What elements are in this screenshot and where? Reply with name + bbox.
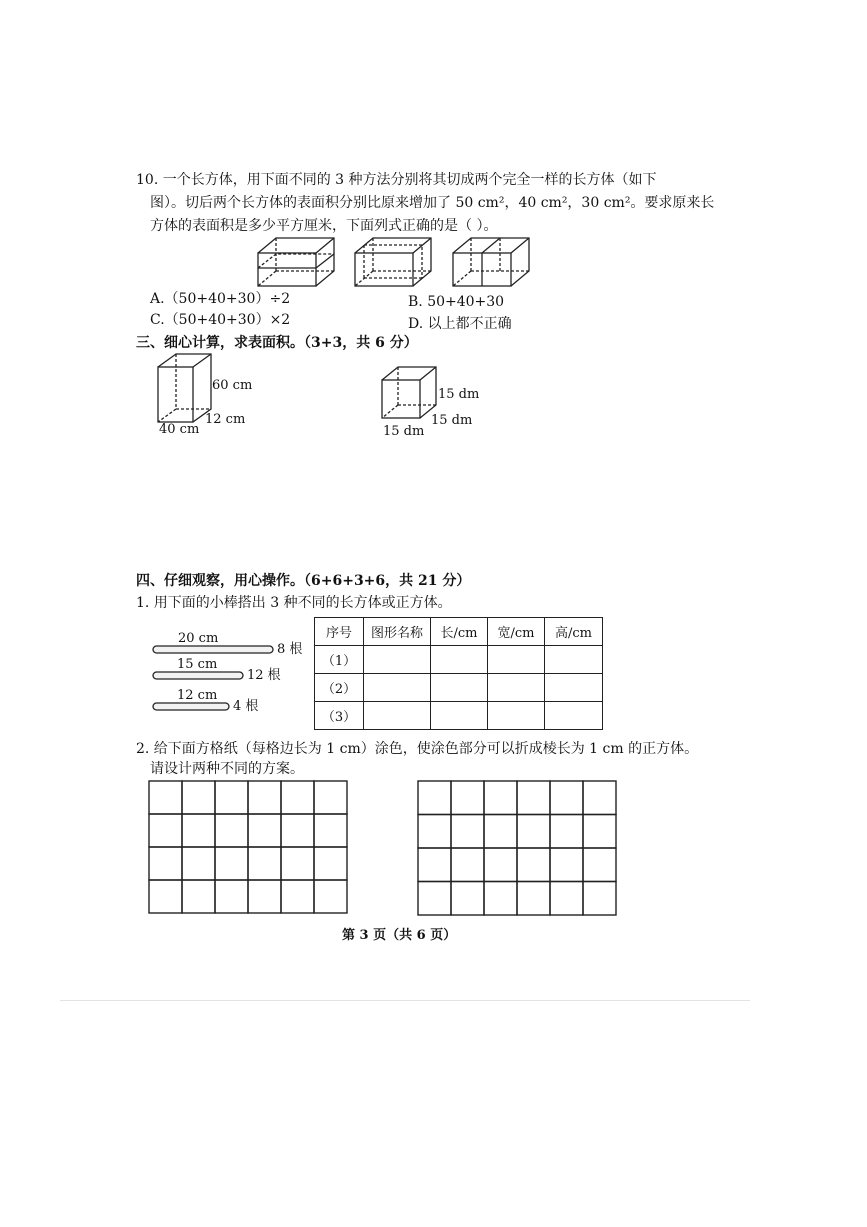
section4-q2-line2: 请设计两种不同的方案。 xyxy=(150,761,304,777)
grid-cell[interactable] xyxy=(517,882,550,916)
grid-cell[interactable] xyxy=(484,815,517,849)
grid-cell[interactable] xyxy=(517,781,550,815)
box1-length-label: 40 cm xyxy=(159,422,200,437)
page-divider xyxy=(60,1000,750,1001)
grid-cell[interactable] xyxy=(248,880,281,913)
grid-cell[interactable] xyxy=(418,848,451,882)
grid-cell[interactable] xyxy=(281,880,314,913)
grid-cell[interactable] xyxy=(248,781,281,814)
header-index: 序号 xyxy=(315,618,364,646)
grid-cell[interactable] xyxy=(583,815,616,849)
grid-cell[interactable] xyxy=(149,880,182,913)
grid-cell[interactable] xyxy=(215,814,248,847)
grid-cell[interactable] xyxy=(517,848,550,882)
grid-cell[interactable] xyxy=(451,781,484,815)
header-width: 宽/cm xyxy=(488,618,545,646)
grid-paper-left xyxy=(149,781,347,913)
grid-cell[interactable] xyxy=(484,848,517,882)
grid-cell[interactable] xyxy=(215,880,248,913)
header-shape-name: 图形名称 xyxy=(364,618,431,646)
stick-2-count: 12 根 xyxy=(247,668,281,683)
stick-1-count: 8 根 xyxy=(277,642,303,657)
grid-cell[interactable] xyxy=(149,814,182,847)
grid-cell[interactable] xyxy=(550,781,583,815)
grid-cell[interactable] xyxy=(248,814,281,847)
grid-cell[interactable] xyxy=(281,781,314,814)
grid-cell[interactable] xyxy=(215,847,248,880)
q10-line2: 图）。切后两个长方体的表面积分别比原来增加了 50 cm²，40 cm²，30 cm²。要求原来长 xyxy=(150,195,715,211)
row-index: （1） xyxy=(315,646,364,674)
grid-cell[interactable] xyxy=(583,882,616,916)
box2-length-label: 15 dm xyxy=(383,424,425,439)
grid-cell[interactable] xyxy=(484,882,517,916)
grid-cell[interactable] xyxy=(182,781,215,814)
q10-line1: 10. 一个长方体，用下面不同的 3 种方法分别将其切成两个完全一样的长方体（如下 xyxy=(136,172,657,188)
q10-option-d: D. 以上都不正确 xyxy=(408,316,512,332)
grid-cell[interactable] xyxy=(451,882,484,916)
header-height: 高/cm xyxy=(545,618,603,646)
grid-cell[interactable] xyxy=(583,781,616,815)
section4-q2-line1: 2. 给下面方格纸（每格边长为 1 cm）涂色，使涂色部分可以折成棱长为 1 cm 的正方体。 xyxy=(136,741,699,757)
grid-cell[interactable] xyxy=(314,814,347,847)
grid-cell[interactable] xyxy=(314,847,347,880)
stick-1-length: 20 cm xyxy=(178,631,219,646)
grid-cell[interactable] xyxy=(550,882,583,916)
grid-cell[interactable] xyxy=(149,781,182,814)
grid-cell[interactable] xyxy=(484,781,517,815)
grid-cell[interactable] xyxy=(418,815,451,849)
grid-cell[interactable] xyxy=(451,815,484,849)
grid-cell[interactable] xyxy=(451,848,484,882)
grid-cell[interactable] xyxy=(314,880,347,913)
page-number: 第 3 页（共 6 页） xyxy=(342,928,457,943)
stick-3-length: 12 cm xyxy=(177,688,218,703)
grid-cell[interactable] xyxy=(182,814,215,847)
grid-cell[interactable] xyxy=(418,781,451,815)
box1-height-label: 60 cm xyxy=(212,378,253,393)
section4-q1-text: 1. 用下面的小棒搭出 3 种不同的长方体或正方体。 xyxy=(136,595,452,611)
grid-cell[interactable] xyxy=(418,882,451,916)
grid-cell[interactable] xyxy=(281,847,314,880)
row-index: （2） xyxy=(315,674,364,702)
grid-paper-right xyxy=(418,781,616,915)
grid-cell[interactable] xyxy=(517,815,550,849)
header-length: 长/cm xyxy=(431,618,488,646)
grid-cell[interactable] xyxy=(182,847,215,880)
box2-height-label: 15 dm xyxy=(438,387,480,402)
q10-option-a: A.（50+40+30）÷2 xyxy=(150,291,291,307)
stick-3-count: 4 根 xyxy=(233,699,259,714)
grid-cell[interactable] xyxy=(281,814,314,847)
grid-cell[interactable] xyxy=(248,847,281,880)
q10-line3: 方体的表面积是多少平方厘米，下面列式正确的是（ ）。 xyxy=(150,218,498,234)
box1-width-label: 12 cm xyxy=(205,412,246,427)
grid-cell[interactable] xyxy=(550,848,583,882)
box2-width-label: 15 dm xyxy=(431,413,473,428)
section4-title: 四、仔细观察，用心操作。（6+6+3+6，共 21 分） xyxy=(136,573,471,589)
grid-cell[interactable] xyxy=(550,815,583,849)
stick-2-length: 15 cm xyxy=(177,657,218,672)
grid-cell[interactable] xyxy=(182,880,215,913)
grid-cell[interactable] xyxy=(583,848,616,882)
section3-title: 三、细心计算，求表面积。（3+3，共 6 分） xyxy=(136,335,418,351)
row-index: （3） xyxy=(315,702,364,730)
q10-option-c: C.（50+40+30）×2 xyxy=(150,312,291,328)
grid-cell[interactable] xyxy=(215,781,248,814)
q10-option-b: B. 50+40+30 xyxy=(408,294,505,310)
grid-cell[interactable] xyxy=(314,781,347,814)
grid-cell[interactable] xyxy=(149,847,182,880)
